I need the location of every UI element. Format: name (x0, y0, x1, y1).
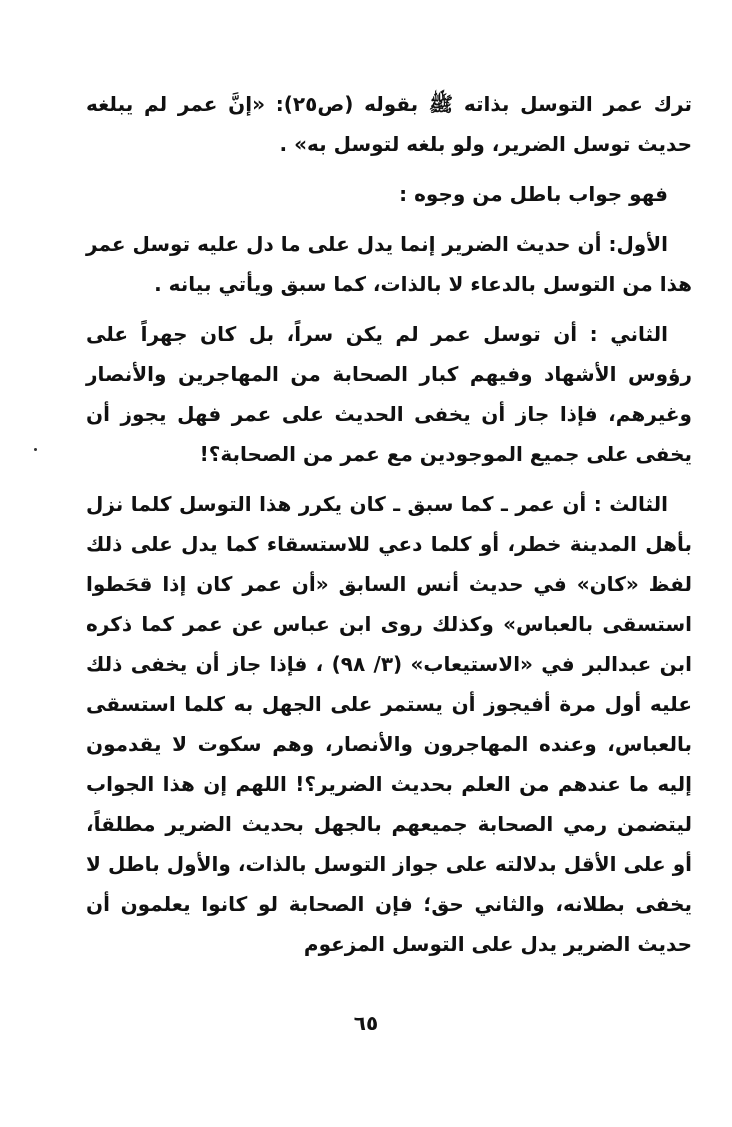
body-text (86, 84, 692, 964)
paragraph-third-point: الثالث : أن عمر ـ كما سبق ـ كان يكرر هذا التوسل كلما نزل بأهل المدينة خطر، أو كلما دعي للاستسقاء كما يدل على ذلك لفظ «كان» في حديث أنس السابق «أن عمر كان إذا قحَطوا استسقى بالعباس» وكذلك روى ابن عباس عن عمر كما ذكره ابن عبدالبر في «الاستيعاب» (٣/ ٩٨) ، فإذا جاز أن يخفى ذلك عليه أول مرة أفيجوز أن يستمر على الجهل به كلما استسقى بالعباس، وعنده المهاجرون والأنصار، وهم سكوت لا يقدمون إليه ما عندهم من العلم بحديث الضرير؟! اللهم إن هذا الجواب ليتضمن رمي الصحابة جميعهم بالجهل بحديث الضرير مطلقاً، أو على الأقل بدلالته على جواز التوسل بالذات، والأول باطل لا يخفى بطلانه، والثاني حق؛ فإن الصحابة لو كانوا يعلمون أن حديث الضرير يدل على التوسل المزعوم (86, 492, 693, 956)
paragraph-intro: فهو جواب باطل من وجوه : (399, 182, 668, 206)
paragraph-second-point: الثاني : أن توسل عمر لم يكن سراً، بل كان جهراً على رؤوس الأشهاد وفيهم كبار الصحابة من المهاجرين والأنصار وغيرهم، فإذا جاز أن يخفى الحديث على عمر فهل يجوز أن يخفى على جميع الموجودين مع عمر من الصحابة؟! (86, 322, 692, 466)
page-number: ٦٥ (353, 1011, 379, 1035)
scan-speck (34, 448, 37, 451)
paragraph-continuation: ترك عمر التوسل بذاته ﷺ بقوله (ص٢٥): «إنَّ عمر لم يبلغه حديث توسل الضرير، ولو بلغه لتوسل به» . (86, 92, 692, 156)
paragraph-first-point: الأول: أن حديث الضرير إنما يدل على ما دل عليه توسل عمر هذا من التوسل بالدعاء لا بالذات، كما سبق ويأتي بيانه . (86, 232, 692, 296)
